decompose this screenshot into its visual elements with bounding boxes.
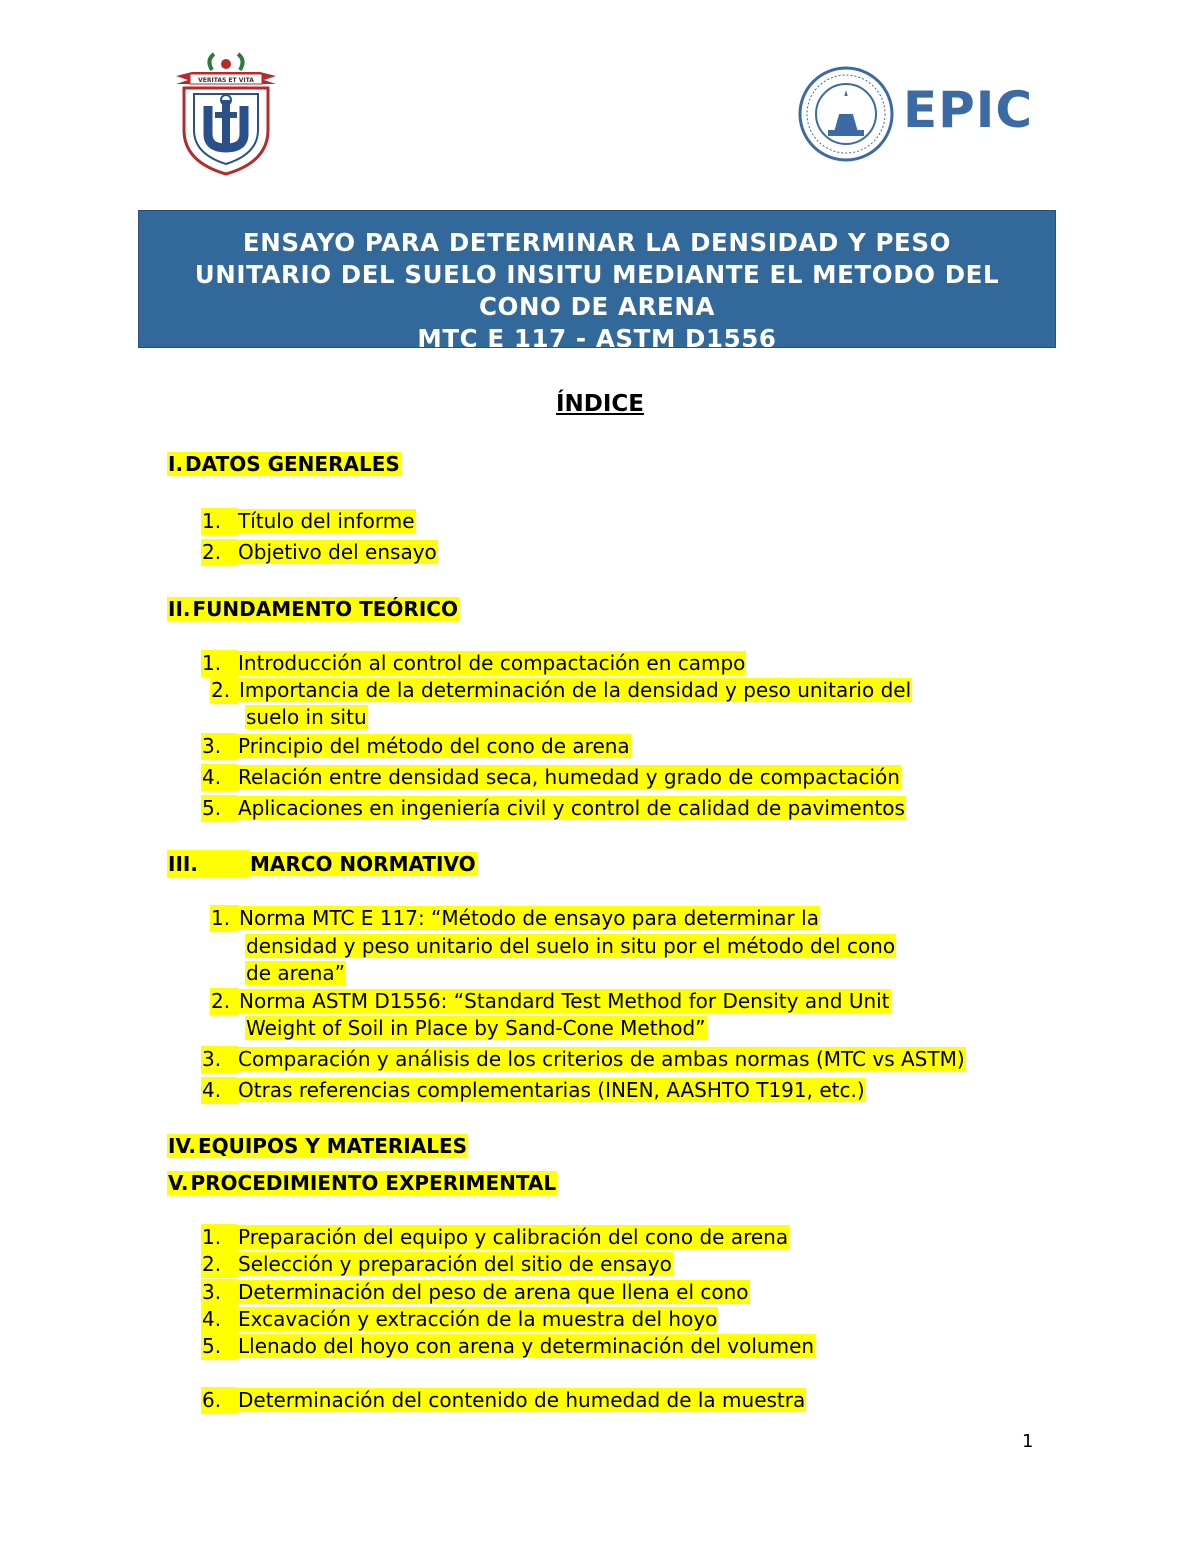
item-text: Norma MTC E 117: “Método de ensayo para determinar la [239,906,819,930]
section-number: IV. [168,1134,196,1158]
item-number: 3. [201,1279,237,1306]
item-number: 5. [201,795,237,822]
item-text: Importancia de la determinación de la densidad y peso unitario del [239,678,912,702]
list-item-continuation [245,1015,707,1042]
item-number: 5. [201,1333,237,1360]
item-text: Llenado del hoyo con arena y determinación del volumen [238,1334,815,1358]
title-line: UNITARIO DEL SUELO INSITU MEDIANTE EL METODO DEL [194,260,1000,289]
item-text: Título del informe [238,509,415,533]
section-heading [167,450,401,478]
section-number: V. [168,1171,189,1195]
list-item-continuation [245,933,896,960]
item-number: 1. [201,508,237,535]
list-item [201,1279,750,1306]
item-text: Objetivo del ensayo [238,540,437,564]
list-item [201,1046,966,1073]
list-item [201,733,631,760]
university-crest-logo [172,50,280,178]
item-text: Weight of Soil in Place by Sand-Cone Method” [246,1016,706,1040]
list-item [201,508,416,535]
index-heading: ÍNDICE [555,391,645,417]
item-text: Norma ASTM D1556: “Standard Test Method for Density and Unit [239,989,890,1013]
section-title: PROCEDIMIENTO EXPERIMENTAL [190,1171,557,1195]
item-text: densidad y peso unitario del suelo in situ por el método del cono [246,934,896,958]
item-number: 2. [210,677,238,704]
list-item [201,764,901,791]
item-text: Aplicaciones en ingeniería civil y control de calidad de pavimentos [238,796,905,820]
item-number: 4. [201,1306,237,1333]
item-text: Otras referencias complementarias (INEN, AASHTO T191, etc.) [238,1078,865,1102]
item-number: 6. [201,1387,237,1414]
item-text: Comparación y análisis de los criterios de ambas normas (MTC vs ASTM) [238,1047,965,1071]
list-item [201,1387,806,1414]
section-heading [167,595,459,623]
epic-logo-text: EPIC [903,81,1034,139]
item-number: 1. [201,650,237,677]
list-item [201,539,438,566]
document-title-banner [138,210,1056,348]
section-heading [167,1169,557,1197]
university-crest-icon [172,50,280,178]
item-text: Preparación del equipo y calibración del cono de arena [238,1225,789,1249]
section-number: II. [168,597,191,621]
section-title: EQUIPOS Y MATERIALES [197,1134,468,1158]
section-heading [167,850,477,878]
list-item [201,1306,718,1333]
item-number: 4. [201,1077,237,1104]
page-number: 1 [1022,1431,1034,1452]
list-item [210,988,891,1015]
section-title: DATOS GENERALES [185,452,400,476]
item-text: Introducción al control de compactación en campo [238,651,746,675]
section-title: FUNDAMENTO TEÓRICO [192,597,458,621]
section-title: MARCO NORMATIVO [250,852,476,876]
list-item [201,1333,815,1360]
item-text: Relación entre densidad seca, humedad y grado de compactación [238,765,900,789]
section-number: I. [168,452,184,476]
list-item [210,905,820,932]
item-text: Excavación y extracción de la muestra del hoyo [238,1307,718,1331]
item-text: suelo in situ [246,705,367,729]
list-item [201,1224,789,1251]
school-seal-logo [798,66,894,162]
item-number: 2. [210,988,238,1015]
list-item [201,1251,673,1278]
list-item [201,795,906,822]
item-text: de arena” [246,961,345,985]
item-text: Selección y preparación del sitio de ensayo [238,1252,672,1276]
item-number: 4. [201,764,237,791]
title-line: MTC E 117 - ASTM D1556 [417,324,777,348]
crest-motto: VERITAS ET VITA [198,77,254,84]
title-line: ENSAYO PARA DETERMINAR LA DENSIDAD Y PESO [242,228,952,257]
list-item [201,650,746,677]
item-number: 3. [201,1046,237,1073]
item-text: Principio del método del cono de arena [238,734,630,758]
title-line: CONO DE ARENA [478,292,716,321]
school-seal-icon [798,66,894,162]
item-number: 2. [201,539,237,566]
item-text: Determinación del contenido de humedad de la muestra [238,1388,806,1412]
item-number: 3. [201,733,237,760]
item-number: 2. [201,1251,237,1278]
list-item [201,1077,866,1104]
list-item-continuation [245,704,368,731]
item-number: 1. [210,905,238,932]
item-number: 1. [201,1224,237,1251]
section-heading [167,1132,468,1160]
list-item [210,677,912,704]
section-number: III. [167,850,249,878]
list-item-continuation [245,960,346,987]
item-text: Determinación del peso de arena que llena el cono [238,1280,749,1304]
